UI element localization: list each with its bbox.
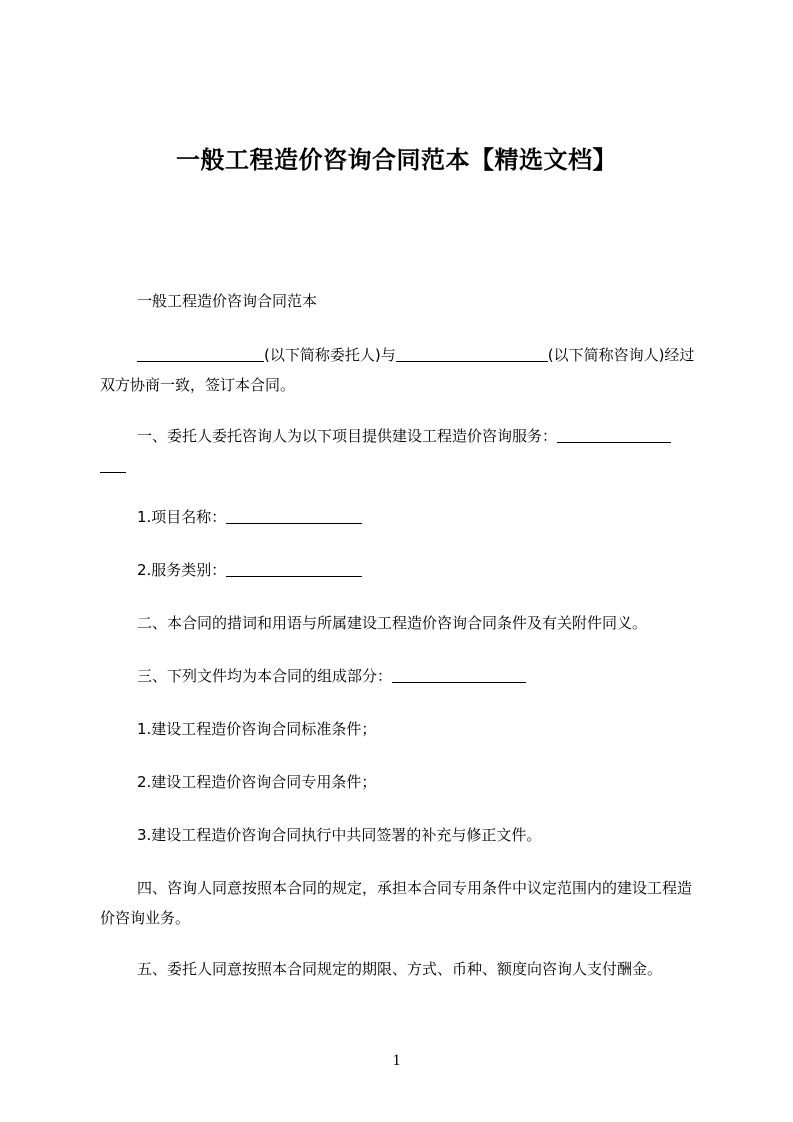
clause-2: 二、本合同的措词和用语与所属建设工程造价咨询合同条件及有关附件同义。 (137, 614, 648, 632)
consultant-blank (396, 345, 548, 362)
service-blank-a (557, 426, 671, 443)
clause-4: 四、咨询人同意按照本合同的规定，承担本合同专用条件中议定范围内的建设工程造价咨询业务。 (100, 879, 693, 927)
service-blank-b (100, 456, 126, 473)
item-supplements: 3.建设工程造价咨询合同执行中共同签署的补充与修正文件。 (137, 826, 542, 844)
project-name-blank (226, 507, 362, 524)
item-project-name: 1.项目名称： (100, 502, 700, 532)
page-number: 1 (392, 1052, 401, 1069)
document-title: 一般工程造价咨询合同范本【精选文档】 (176, 146, 617, 174)
principal-blank (137, 345, 264, 362)
item-special-conditions: 2.建设工程造价咨询合同专用条件； (137, 773, 377, 791)
clause-3: 三、下列文件均为本合同的组成部分： (100, 661, 700, 691)
document-subtitle: 一般工程造价咨询合同范本 (137, 292, 318, 310)
service-type-blank (226, 560, 362, 577)
clause-1: 一、委托人委托咨询人为以下项目提供建设工程造价咨询服务： (100, 421, 700, 481)
documents-blank (392, 666, 526, 683)
item-service-type: 2.服务类别： (100, 555, 700, 585)
item-standard-conditions: 1.建设工程造价咨询合同标准条件； (137, 720, 377, 738)
intro-paragraph: (以下简称委托人)与 (以下简称咨询人)经过双方协商一致，签订本合同。 (100, 346, 695, 394)
clause-5: 五、委托人同意按照本合同规定的期限、方式、币种、额度向咨询人支付酬金。 (137, 960, 663, 978)
